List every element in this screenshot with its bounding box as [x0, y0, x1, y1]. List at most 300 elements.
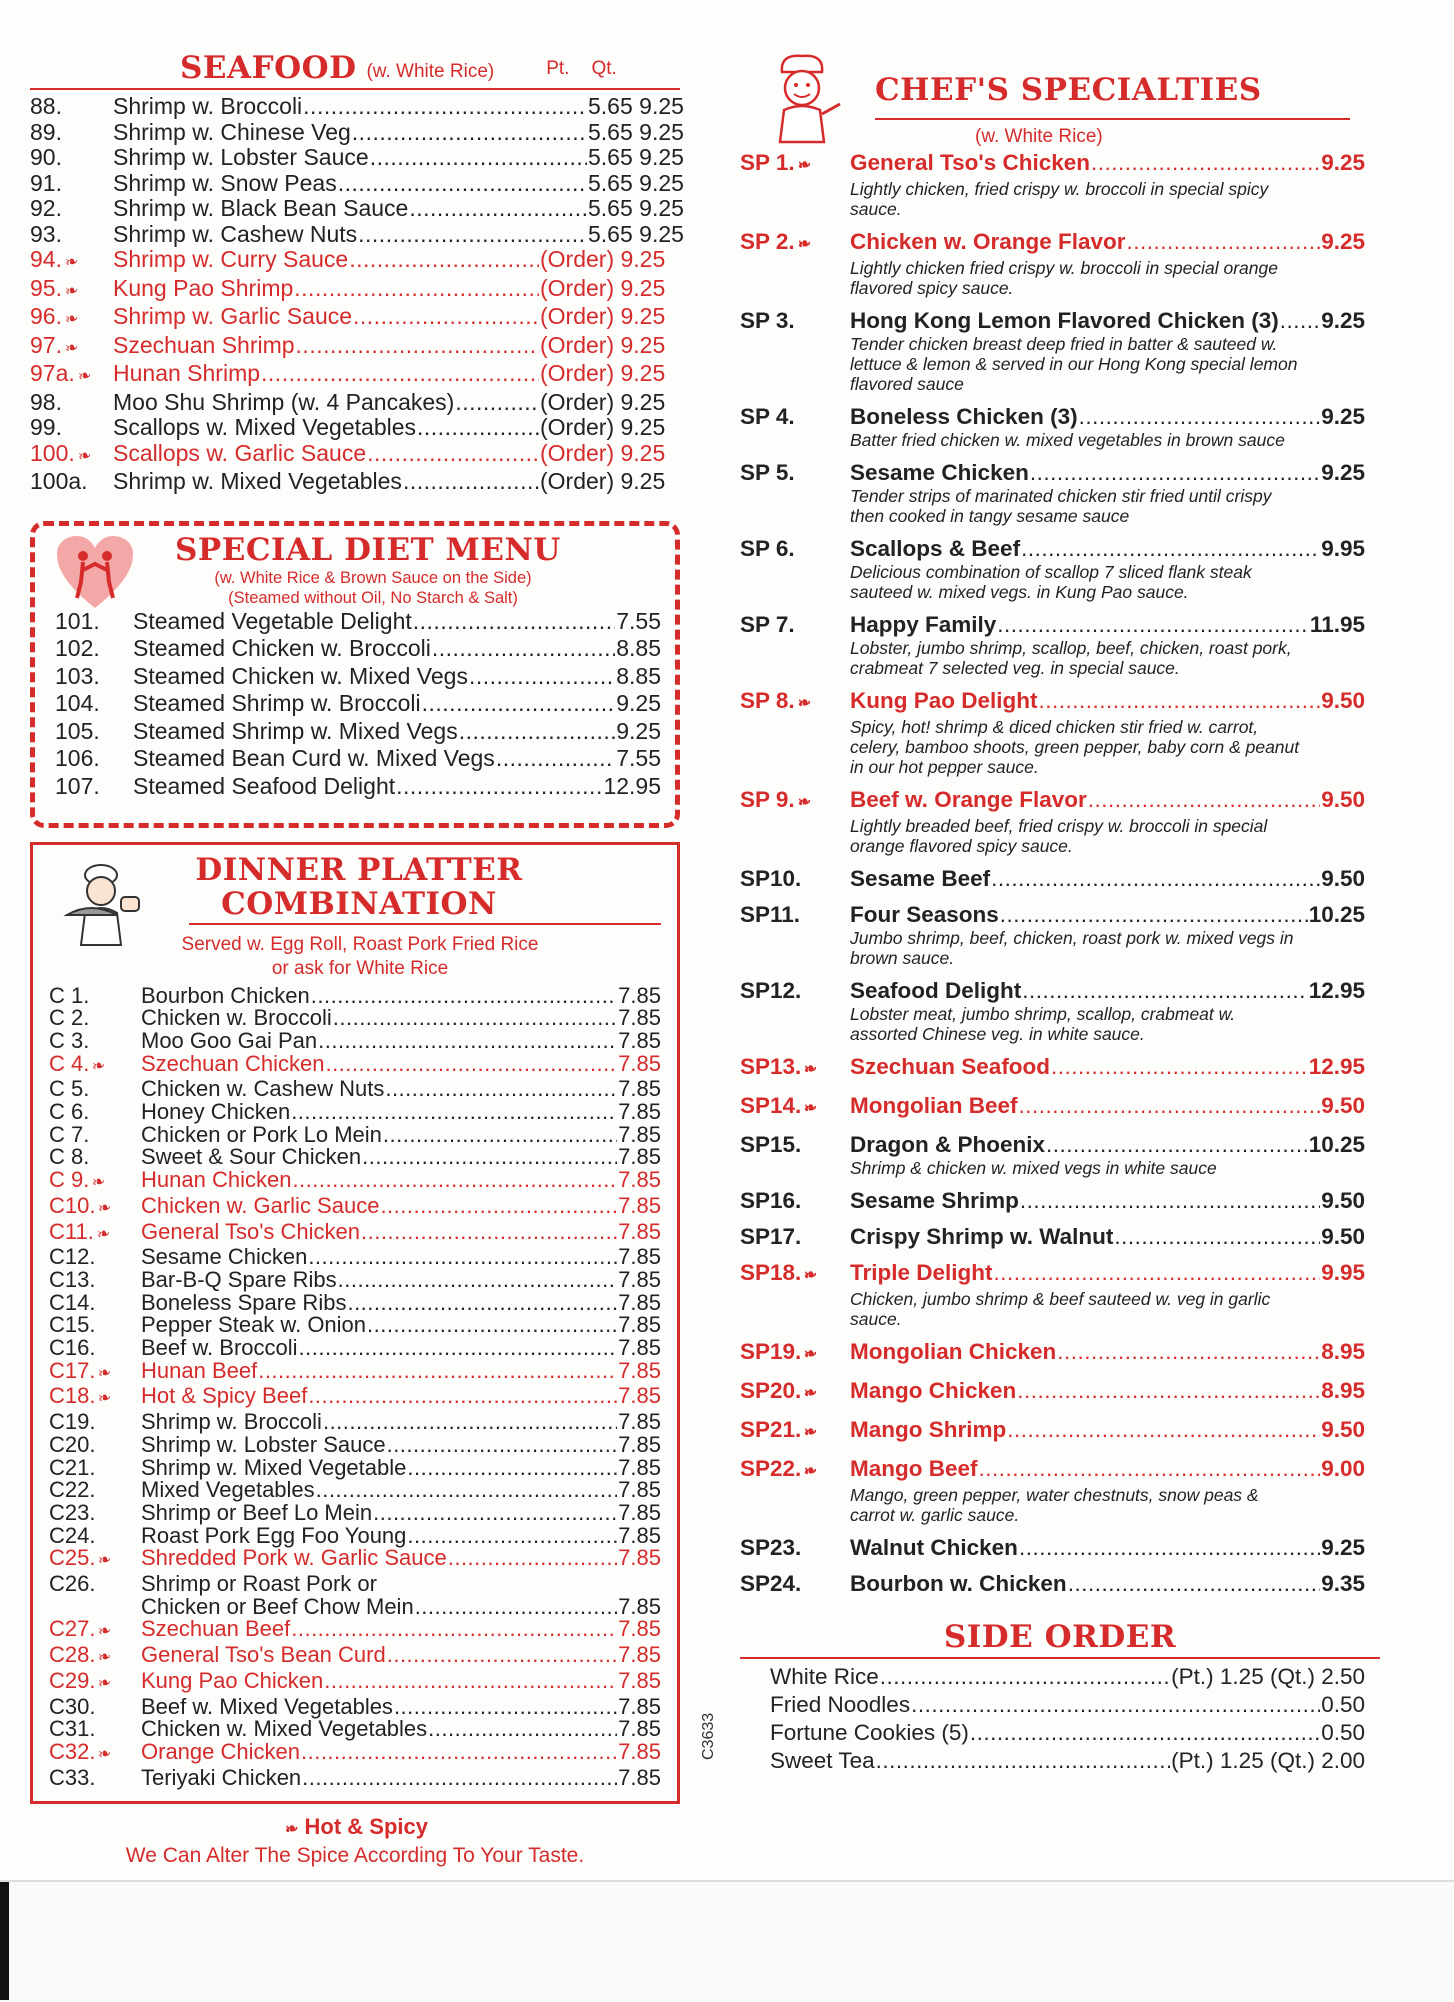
platter-item — [49, 1718, 661, 1741]
item-price: 0.50 — [1321, 1692, 1365, 1717]
item-name: Pepper Steak w. Onion — [141, 1312, 367, 1338]
item-number: 94.❧ — [30, 247, 113, 276]
specialty-item — [740, 1093, 1365, 1122]
specialty-item — [740, 902, 1365, 968]
item-price: 7.85 — [618, 1477, 661, 1503]
item-price: 7.85 — [618, 1005, 661, 1031]
specialties-subtitle: (w. White Rice) — [975, 126, 1103, 147]
item-number: SP 7. — [740, 612, 795, 637]
leader-dots — [316, 1479, 618, 1502]
item-price: 8.85 — [616, 662, 661, 689]
item-number: SP23. — [740, 1535, 802, 1560]
item-price: (Order) 9.25 — [540, 414, 666, 440]
item-name: Shrimp w. Garlic Sauce — [113, 303, 353, 329]
leader-dots — [876, 1747, 1171, 1775]
leader-dots — [403, 469, 539, 495]
seafood-item — [30, 169, 684, 197]
item-price: 10.25 — [1308, 1132, 1365, 1157]
leader-dots — [1007, 1417, 1320, 1443]
specialty-item — [740, 978, 1365, 1044]
specialty-row — [740, 150, 1365, 179]
item-number: SP11. — [740, 902, 801, 927]
item-name: Kung Pao Chicken — [141, 1667, 324, 1693]
hot-pepper-icon: ❧ — [63, 252, 80, 273]
item-price: 9.25 — [1321, 404, 1365, 429]
specialty-row — [740, 1378, 1365, 1407]
item-name: Chicken w. Orange Flavor — [850, 229, 1126, 254]
item-name: Shrimp w. Mixed Vegetable — [141, 1454, 407, 1480]
scan-edge — [0, 1882, 9, 2000]
platter-item — [49, 1764, 661, 1790]
item-name: Beef w. Mixed Vegetables — [141, 1693, 393, 1719]
platter-item — [49, 1027, 661, 1053]
item-name: Mango Beef — [850, 1456, 978, 1481]
item-name: Szechuan Shrimp — [113, 331, 295, 358]
item-price: 7.85 — [618, 1431, 661, 1457]
item-name: Hunan Shrimp — [113, 360, 261, 386]
platter-item — [49, 1479, 661, 1502]
specialty-item — [740, 1417, 1365, 1446]
leader-dots — [258, 1360, 617, 1383]
item-name: Szechuan Beef — [141, 1616, 291, 1642]
item-number: C19. — [49, 1409, 96, 1435]
specialty-row — [740, 308, 1365, 334]
platter-item — [49, 1431, 661, 1457]
platter-list — [49, 982, 661, 1790]
item-number: 97a.❧ — [30, 361, 113, 390]
seafood-section — [30, 50, 684, 495]
leader-dots — [299, 1337, 618, 1360]
item-name: Steamed Shrimp w. Mixed Vegs — [133, 717, 458, 744]
diet-subtitle-1: (w. White Rice & Brown Sauce on the Side) — [214, 568, 532, 587]
platter-item — [49, 1246, 661, 1269]
item-price: 9.25 — [1321, 150, 1365, 175]
item-number: C24. — [49, 1522, 96, 1548]
hot-pepper-icon: ❧ — [63, 338, 80, 358]
hot-pepper-icon: ❧ — [95, 1224, 112, 1244]
hot-pepper-icon: ❧ — [76, 446, 93, 466]
hot-pepper-icon: ❧ — [96, 1622, 114, 1642]
leader-dots — [301, 1741, 617, 1764]
side-order-rule — [740, 1657, 1380, 1659]
specialty-row — [740, 1535, 1365, 1561]
item-name: Chicken w. Cashew Nuts — [141, 1076, 385, 1102]
item-number: C 7. — [49, 1121, 90, 1147]
specialty-row — [740, 1054, 1365, 1083]
right-column — [740, 50, 1390, 1775]
item-name: Scallops w. Mixed Vegetables — [113, 414, 417, 440]
item-number: C16. — [49, 1335, 96, 1361]
item-price: 9.50 — [1321, 1224, 1365, 1249]
item-name: Beef w. Broccoli — [141, 1335, 298, 1361]
leader-dots — [291, 1101, 617, 1124]
specialty-item — [740, 688, 1365, 777]
item-price: 7.85 — [618, 1383, 661, 1409]
platter-item — [49, 1146, 661, 1169]
hot-pepper-icon: ❧ — [96, 1744, 114, 1765]
hot-pepper-icon: ❧ — [96, 1363, 114, 1383]
leader-dots — [997, 612, 1309, 638]
item-name: Happy Family — [850, 612, 997, 637]
item-name: Mongolian Chicken — [850, 1339, 1057, 1364]
diet-item — [55, 608, 661, 636]
item-name: Shrimp w. Cashew Nuts — [113, 220, 358, 247]
item-number: C20. — [49, 1431, 96, 1457]
item-number: 97.❧ — [30, 333, 113, 362]
leader-dots — [1021, 536, 1320, 562]
item-number: SP 2.❧ — [740, 229, 850, 258]
item-price: 8.95 — [1321, 1378, 1365, 1403]
item-price: (Pt.) 1.25 (Qt.) 2.00 — [1171, 1748, 1365, 1773]
side-order-item — [770, 1719, 1365, 1747]
item-number: 106. — [55, 745, 100, 771]
item-name: General Tso's Chicken — [141, 1218, 361, 1244]
item-name: Shrimp w. Lobster Sauce — [113, 144, 369, 170]
specialty-item — [740, 1571, 1365, 1597]
item-number: 99. — [30, 414, 62, 440]
leader-dots — [333, 1007, 617, 1030]
leader-dots — [970, 1719, 1320, 1747]
specialty-row — [740, 536, 1365, 562]
item-number: C23. — [49, 1499, 96, 1525]
item-price: 7.85 — [618, 1667, 661, 1693]
leader-dots — [496, 745, 615, 773]
leader-dots — [385, 1078, 617, 1101]
platter-item — [49, 1741, 661, 1767]
item-number: 104. — [55, 690, 100, 716]
leader-dots — [349, 247, 539, 273]
item-price: 9.25 — [616, 690, 661, 716]
item-number: SP18.❧ — [740, 1260, 850, 1289]
item-price: (Order) 9.25 — [540, 360, 666, 386]
hot-pepper-icon: ❧ — [63, 309, 80, 330]
item-price: 7.85 — [618, 1716, 661, 1742]
item-number: C 8. — [49, 1144, 90, 1170]
item-name: Four Seasons — [850, 902, 999, 927]
specialty-row — [740, 1571, 1365, 1597]
item-number: SP12. — [740, 978, 802, 1003]
hot-pepper-icon: ❧ — [802, 1461, 819, 1482]
item-price: 7.85 — [618, 1076, 661, 1102]
platter-item — [49, 1454, 661, 1480]
seafood-subtitle: (w. White Rice) — [366, 61, 495, 82]
specialty-item — [740, 1456, 1365, 1525]
seafood-item — [30, 390, 680, 416]
side-order-item — [770, 1663, 1365, 1691]
item-number: C 5. — [49, 1076, 90, 1102]
specialty-row — [740, 866, 1365, 892]
seafood-item — [30, 195, 684, 222]
item-number: C11.❧ — [49, 1221, 141, 1247]
seafood-item — [30, 415, 680, 441]
hot-pepper-icon: ❧ — [796, 693, 813, 714]
diet-subtitle-2: (Steamed without Oil, No Starch & Salt) — [228, 588, 518, 607]
seafood-item — [30, 220, 684, 248]
hot-pepper-icon: ❧ — [796, 792, 813, 813]
item-name: Sweet & Sour Chicken — [141, 1144, 362, 1170]
seafood-item — [30, 304, 680, 333]
item-price: 7.85 — [618, 1167, 661, 1193]
item-price: 7.85 — [618, 1642, 661, 1668]
item-name: Teriyaki Chicken — [141, 1764, 302, 1790]
item-number: C21. — [49, 1454, 96, 1480]
item-name: Mixed Vegetables — [141, 1477, 315, 1503]
spice-alter-text: We Can Alter The Spice According To Your Taste. — [125, 1843, 585, 1867]
item-number: 103. — [55, 662, 100, 689]
platter-item — [49, 1078, 661, 1101]
hot-spicy-legend — [30, 1814, 680, 1840]
item-name: Fried Noodles — [770, 1692, 911, 1717]
leader-dots — [308, 1246, 617, 1269]
platter-item — [49, 1169, 661, 1195]
item-description: Delicious combination of scallop 7 sliced flank steak sauteed w. mixed vegs. in Kung Pao sauce. — [850, 562, 1252, 602]
item-number: 102. — [55, 635, 100, 661]
item-name: Hong Kong Lemon Flavored Chicken (3) — [850, 308, 1279, 333]
specialty-row — [740, 1188, 1365, 1214]
seafood-item — [30, 118, 684, 146]
item-name: Steamed Chicken w. Mixed Vegs — [133, 662, 468, 689]
side-order-header — [740, 1619, 1380, 1659]
item-number: C 9.❧ — [49, 1169, 141, 1195]
item-price: 9.50 — [1321, 688, 1365, 713]
item-price: 7.85 — [618, 1409, 661, 1435]
specialty-row — [740, 1260, 1365, 1289]
item-price: 9.35 — [1321, 1571, 1365, 1596]
specialty-row — [740, 902, 1365, 928]
leader-dots — [1079, 404, 1321, 430]
item-price: 9.50 — [1321, 1188, 1365, 1213]
seafood-item — [30, 469, 680, 495]
item-price: 9.95 — [1321, 536, 1365, 561]
item-number: C 1. — [49, 982, 90, 1008]
item-name: Steamed Shrimp w. Broccoli — [133, 690, 421, 716]
leader-dots — [1114, 1224, 1320, 1250]
item-number: C 3. — [49, 1027, 90, 1053]
item-price: 12.95 — [1308, 1054, 1365, 1079]
specialty-item — [740, 787, 1365, 856]
platter-rule — [189, 923, 661, 925]
leader-dots — [358, 222, 587, 248]
item-price: 7.85 — [618, 1289, 661, 1315]
specialty-row — [740, 1339, 1365, 1368]
specialty-item — [740, 1224, 1365, 1250]
item-name: Boneless Chicken (3) — [850, 404, 1078, 429]
item-price: 7.85 — [618, 1266, 661, 1292]
page-bottom-margin — [0, 1880, 1454, 2002]
leader-dots — [1057, 1339, 1320, 1365]
chef-waiter-icon — [61, 857, 151, 947]
item-price: 7.55 — [616, 607, 661, 634]
item-description: Lightly chicken, fried crispy w. broccoli in special spicy sauce. — [850, 179, 1269, 219]
item-number: C26. — [49, 1571, 96, 1597]
item-number: SP 4. — [740, 404, 795, 429]
leader-dots — [448, 1547, 617, 1570]
item-name: Chicken w. Mixed Vegetables — [141, 1716, 428, 1742]
item-price: 11.95 — [1309, 612, 1365, 637]
specialties-rule — [875, 118, 1350, 120]
item-number: SP 8.❧ — [740, 688, 850, 717]
item-name: Chicken or Pork Lo Mein — [141, 1121, 382, 1147]
diet-item — [55, 635, 661, 663]
heart-couple-icon — [55, 534, 135, 612]
hot-pepper-icon: ❧ — [802, 1059, 819, 1080]
item-number: SP14.❧ — [740, 1093, 850, 1122]
specialty-row — [740, 978, 1365, 1004]
leader-dots — [994, 1260, 1321, 1286]
item-price: 5.65 9.25 — [588, 144, 684, 170]
item-number: C25.❧ — [49, 1547, 141, 1573]
item-description: Tender chicken breast deep fried in batter & sauteed w. lettuce & lemon & served in our Hong Kong special lemon flavored sauce — [850, 334, 1298, 394]
item-price: (Order) 9.25 — [540, 274, 666, 301]
item-price: 7.85 — [618, 1522, 661, 1548]
leader-dots — [380, 1195, 617, 1218]
hot-spicy-label: Hot & Spicy — [304, 1813, 428, 1839]
leader-dots — [880, 1663, 1170, 1691]
item-number: C13. — [49, 1266, 96, 1292]
item-price: (Order) 9.25 — [540, 388, 666, 415]
item-name: Sesame Chicken — [141, 1244, 308, 1270]
side-order-title: SIDE ORDER — [943, 1619, 1177, 1655]
item-name: Honey Chicken — [141, 1099, 291, 1125]
platter-item — [49, 1644, 661, 1670]
leader-dots — [1019, 1535, 1320, 1561]
leader-dots — [303, 94, 587, 120]
item-name: Steamed Chicken w. Broccoli — [133, 635, 431, 661]
item-number: SP 5. — [740, 460, 795, 485]
specialty-item — [740, 404, 1365, 450]
item-number: SP21.❧ — [740, 1417, 850, 1446]
seafood-item — [30, 441, 680, 470]
item-name: Shrimp w. Mixed Vegetables — [113, 468, 402, 494]
specialty-item — [740, 460, 1365, 526]
specialty-item — [740, 1339, 1365, 1368]
leader-dots — [991, 866, 1320, 892]
leader-dots — [367, 1314, 617, 1337]
item-price: 7.85 — [618, 1312, 661, 1338]
leader-dots — [979, 1456, 1321, 1482]
leader-dots — [417, 415, 539, 441]
item-number: C12. — [49, 1244, 96, 1270]
chef-mascot-icon — [760, 50, 845, 145]
item-price: 9.95 — [1321, 1260, 1365, 1285]
item-name: Shrimp w. Lobster Sauce — [141, 1431, 386, 1457]
leader-dots — [422, 690, 616, 718]
side-order-list — [770, 1663, 1365, 1775]
item-price: 7.85 — [618, 1545, 661, 1571]
leader-dots — [459, 718, 616, 746]
hot-pepper-icon: ❧ — [796, 234, 813, 255]
item-description: Batter fried chicken w. mixed vegetables in brown sauce — [850, 430, 1285, 450]
seafood-list — [30, 93, 684, 495]
item-number: SP 3. — [740, 308, 795, 333]
item-number: C18.❧ — [49, 1385, 141, 1411]
leader-dots — [1051, 1054, 1308, 1080]
item-name: Fortune Cookies (5) — [770, 1720, 969, 1745]
item-number: SP 1.❧ — [740, 150, 850, 179]
specialty-row — [740, 787, 1365, 816]
leader-dots — [409, 196, 587, 222]
item-name: Shrimp w. Broccoli — [141, 1409, 322, 1435]
item-price: 7.85 — [618, 1099, 661, 1125]
leader-dots — [296, 333, 539, 359]
item-description: Chicken, jumbo shrimp & beef sauteed w. veg in garlic sauce. — [850, 1289, 1271, 1329]
item-number: 98. — [30, 388, 62, 415]
item-name: Mongolian Beef — [850, 1093, 1018, 1118]
item-name: Shrimp w. Chinese Veg — [113, 118, 351, 145]
item-price: 7.85 — [618, 1144, 661, 1170]
item-price: 9.25 — [1321, 1535, 1365, 1560]
item-number: SP19.❧ — [740, 1339, 850, 1368]
leader-dots — [318, 1030, 617, 1053]
specialty-row — [740, 1132, 1365, 1158]
hot-spicy-note — [30, 1814, 680, 1868]
item-price: (Order) 9.25 — [540, 246, 666, 272]
item-price: (Order) 9.25 — [540, 303, 666, 329]
leader-dots — [311, 985, 617, 1008]
leader-dots — [455, 390, 539, 416]
seafood-item — [30, 247, 680, 276]
item-name: Scallops & Beef — [850, 536, 1021, 561]
specialties-list — [740, 150, 1390, 1597]
platter-item — [49, 1385, 661, 1411]
item-name: Kung Pao Delight — [850, 688, 1038, 713]
specialty-item — [740, 1132, 1365, 1178]
leader-dots — [294, 276, 539, 302]
leader-dots — [394, 1696, 617, 1719]
item-name: Boneless Spare Ribs — [141, 1289, 347, 1315]
item-name: Steamed Seafood Delight — [133, 772, 396, 799]
item-price: 9.25 — [1321, 229, 1365, 254]
item-number: 105. — [55, 717, 100, 744]
item-price: 12.95 — [603, 772, 661, 799]
leader-dots — [1091, 150, 1320, 176]
left-column — [30, 50, 684, 1868]
hot-pepper-icon: ❧ — [802, 1265, 819, 1286]
platter-item — [49, 982, 661, 1008]
platter-item — [49, 1618, 661, 1644]
leader-dots — [302, 1767, 617, 1790]
item-name: Seafood Delight — [850, 978, 1022, 1003]
item-name: Sweet Tea — [770, 1748, 875, 1773]
item-price: 12.95 — [1308, 978, 1365, 1003]
item-name: Sesame Beef — [850, 866, 991, 891]
item-number: 107. — [55, 772, 100, 799]
item-price: 9.25 — [1321, 460, 1365, 485]
leader-dots — [352, 120, 587, 146]
hot-pepper-icon: ❧ — [96, 1551, 114, 1571]
specialty-item — [740, 150, 1365, 219]
leader-dots — [1030, 460, 1320, 486]
item-name: Roast Pork Egg Foo Young — [141, 1522, 407, 1548]
item-number: C30. — [49, 1693, 96, 1719]
item-description: Lobster meat, jumbo shrimp, scallop, crabmeat w. assorted Chinese veg. in white sauce. — [850, 1004, 1236, 1044]
hot-pepper-icon: ❧ — [96, 1389, 114, 1409]
item-price: 7.85 — [618, 1192, 661, 1218]
leader-dots — [1046, 1132, 1308, 1158]
item-price: 5.65 9.25 — [588, 118, 684, 145]
item-description: Lobster, jumbo shrimp, scallop, beef, chicken, roast pork, crabmeat 7 selected veg. in special sauce. — [850, 638, 1292, 678]
specialty-item — [740, 1188, 1365, 1214]
item-description: Tender strips of marinated chicken stir fried until crispy then cooked in tangy sesame sauce — [850, 486, 1272, 526]
item-price: 9.00 — [1321, 1456, 1365, 1481]
hot-pepper-icon: ❧ — [796, 155, 813, 176]
item-number: C 2. — [49, 1005, 90, 1031]
item-description: Spicy, hot! shrimp & diced chicken stir fried w. carrot, celery, bamboo shoots, green pepper, baby corn & peanut in our hot pepper sauce. — [850, 717, 1300, 777]
leader-dots — [407, 1525, 617, 1548]
specialties-header — [740, 50, 1390, 147]
specialty-row — [740, 612, 1365, 638]
leader-dots — [324, 1670, 617, 1693]
